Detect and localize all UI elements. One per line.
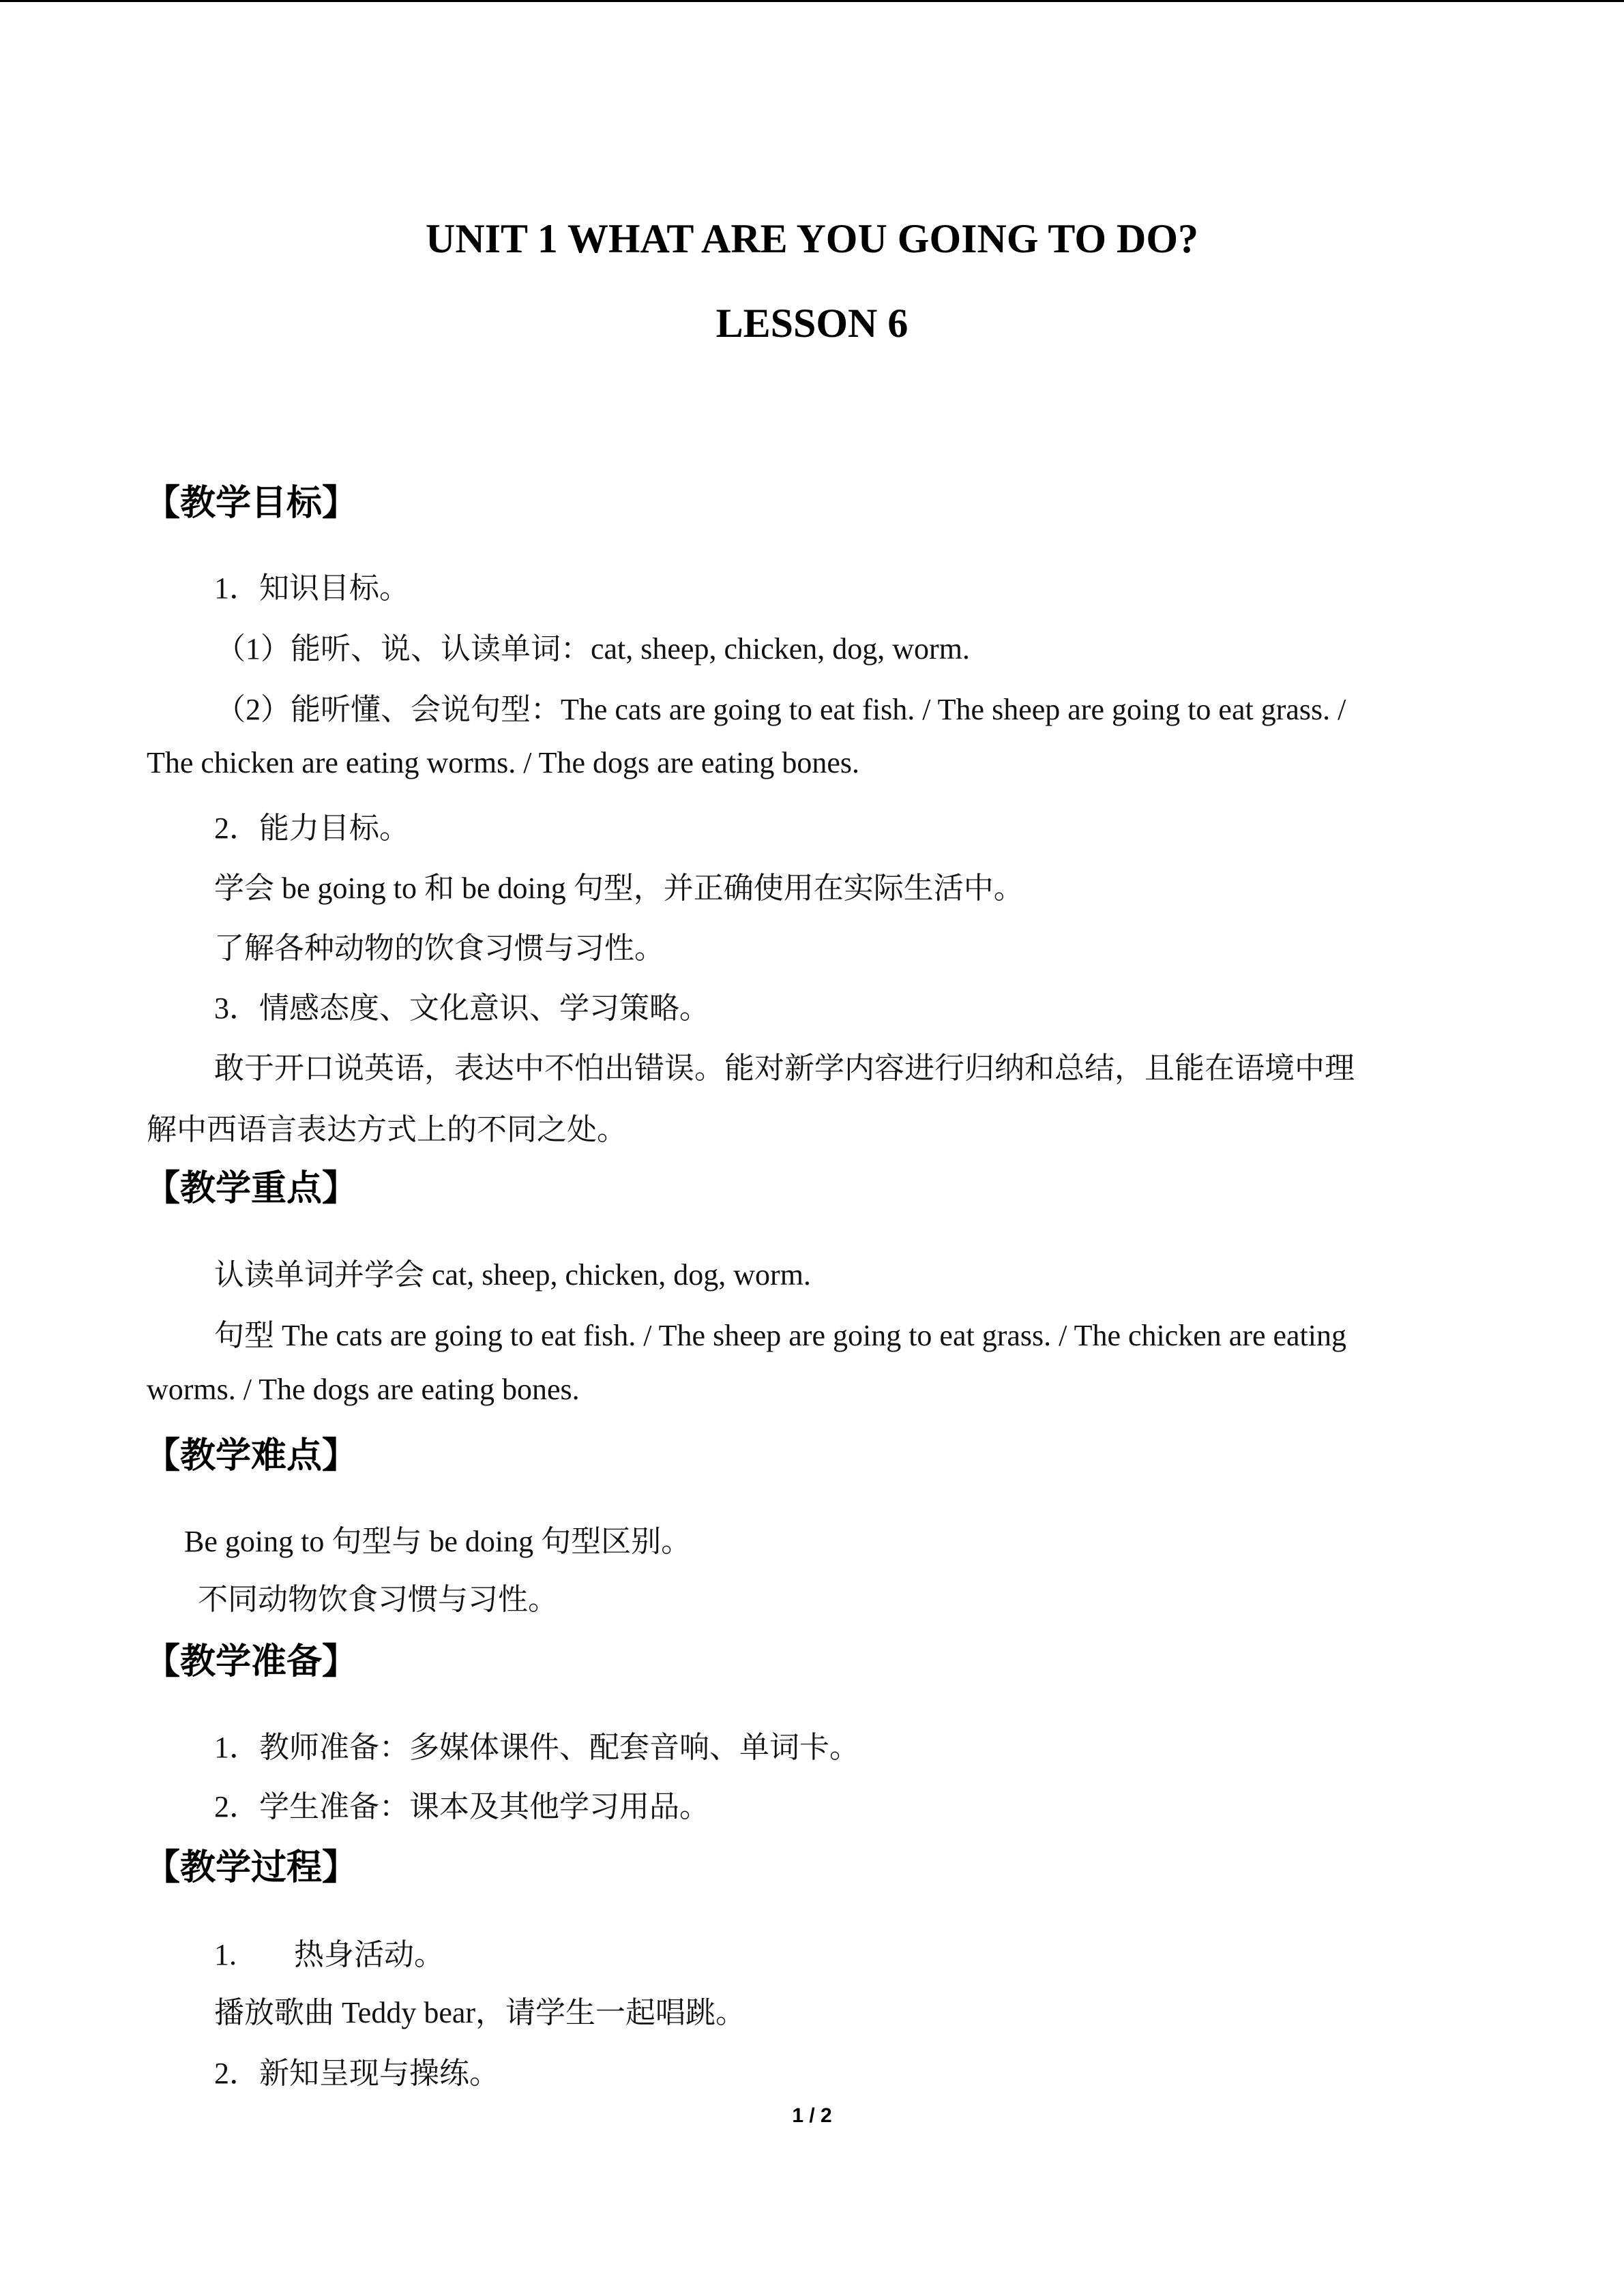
section-heading-key-points: 【教学重点】: [145, 1168, 358, 1209]
goals-line: 敢于开口说英语，表达中不怕出错误。能对新学内容进行归纳和总结，且能在语境中理: [214, 1052, 1355, 1085]
document-subtitle: LESSON 6: [715, 301, 909, 346]
section-heading-preparation: 【教学准备】: [145, 1641, 358, 1682]
page-top-border: [0, 0, 1624, 2]
key-points-line: 认读单词并学会 cat, sheep, chicken, dog, worm.: [214, 1258, 811, 1292]
process-step-number: 1.: [214, 1938, 237, 1971]
process-step-text: 热身活动。: [294, 1938, 444, 1971]
preparation-line: 1．教师准备：多媒体课件、配套音响、单词卡。: [214, 1731, 859, 1764]
difficulties-line: Be going to 句型与 be doing 句型区别。: [184, 1525, 692, 1558]
goals-line: 学会 be going to 和 be doing 句型，并正确使用在实际生活中。: [214, 871, 1024, 905]
goals-line: 1．知识目标。: [214, 571, 409, 605]
goals-line: 3．情感态度、文化意识、学习策略。: [214, 992, 709, 1025]
process-line: 2．新知呈现与操练。: [214, 2057, 499, 2090]
goals-line: 了解各种动物的饮食习惯与习性。: [214, 931, 664, 965]
goals-line: （1）能听、说、认读单词：cat, sheep, chicken, dog, worm.: [216, 632, 970, 666]
goals-line: 2．能力目标。: [214, 811, 409, 845]
key-points-line: worms. / The dogs are eating bones.: [147, 1373, 580, 1406]
goals-line: （2）能听懂、会说句型：The cats are going to eat fish. / The sheep are going to eat grass. /: [216, 693, 1346, 726]
process-line: 播放歌曲 Teddy bear，请学生一起唱跳。: [214, 1996, 746, 2029]
section-heading-goals: 【教学目标】: [145, 483, 358, 524]
difficulties-line: 不同动物饮食习惯与习性。: [198, 1583, 558, 1616]
page-number: 1 / 2: [792, 2104, 832, 2127]
document-title: UNIT 1 WHAT ARE YOU GOING TO DO?: [425, 216, 1199, 261]
goals-line: The chicken are eating worms. / The dogs are eating bones.: [147, 746, 860, 779]
preparation-line: 2．学生准备：课本及其他学习用品。: [214, 1790, 709, 1823]
section-heading-difficulties: 【教学难点】: [145, 1435, 358, 1476]
process-step-1: [214, 1930, 444, 1973]
key-points-line: 句型 The cats are going to eat fish. / The sheep are going to eat grass. / The chicken are eating: [214, 1319, 1347, 1352]
goals-line: 解中西语言表达方式上的不同之处。: [147, 1113, 627, 1146]
section-heading-process: 【教学过程】: [145, 1847, 358, 1888]
